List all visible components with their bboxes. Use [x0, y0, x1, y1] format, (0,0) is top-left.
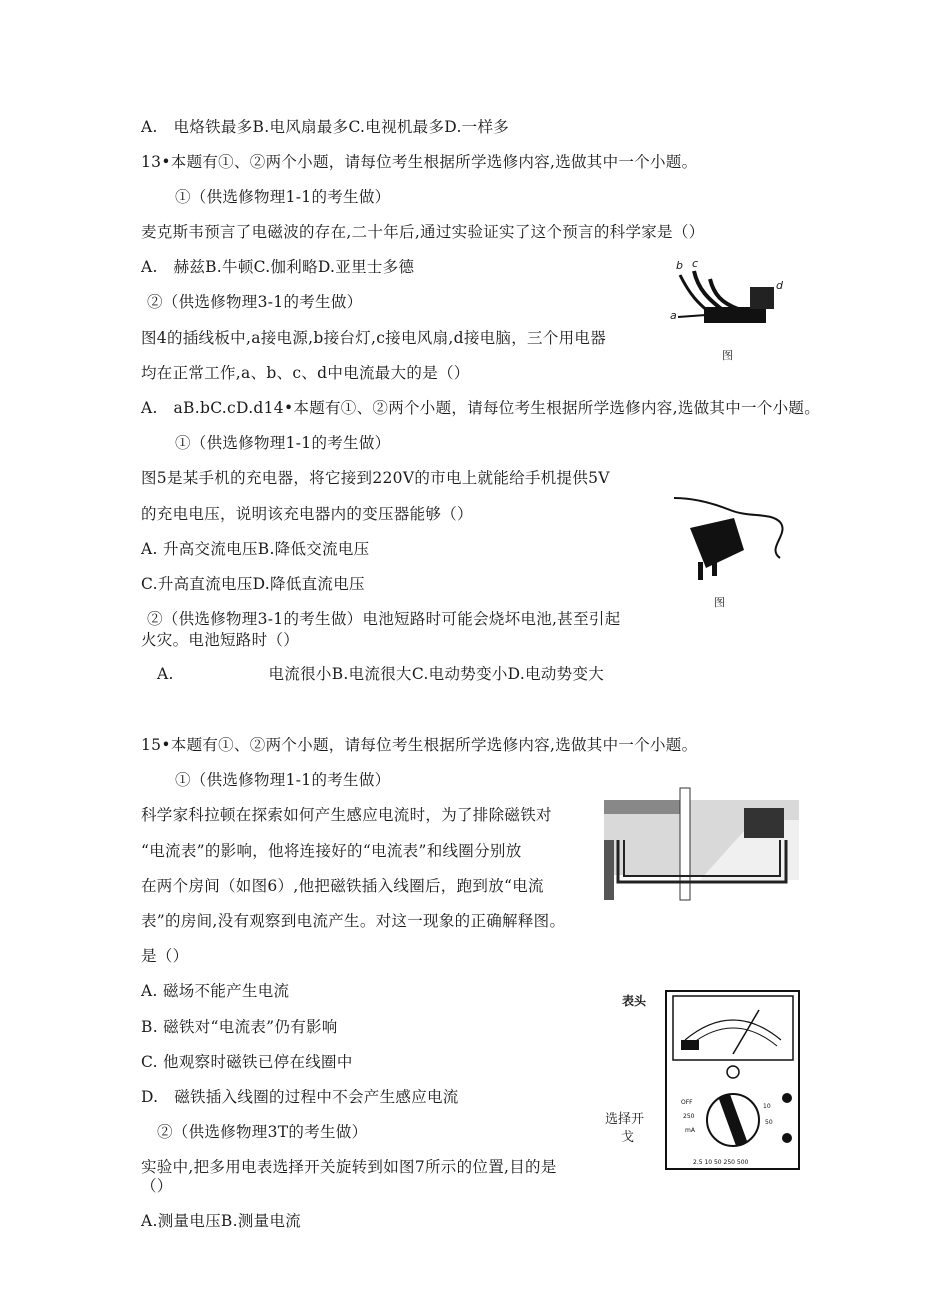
text-line: 的充电电压，说明该充电器内的变压器能够（） [141, 505, 473, 523]
fig7-header-label: 表头 [622, 994, 647, 1008]
option-heading: ①（供选修物理1-1的考生做） [175, 771, 391, 789]
text-line: 火灾。电池短路时（） [141, 631, 300, 649]
text-line: 表”的房间,没有观察到电流产生。对这一现象的正确解释图。 [141, 912, 566, 930]
option-heading: ①（供选修物理1-1的考生做） [175, 434, 391, 452]
svg-text:2.5 10 50 250 500: 2.5 10 50 250 500 [693, 1159, 749, 1166]
text-line: B. 磁铁对“电流表”仍有影响 [141, 1018, 338, 1036]
text-line: 科学家科拉顿在探索如何产生感应电流时，为了排除磁铁对 [141, 806, 552, 824]
text-line: 图5是某手机的充电器，将它接到220V的市电上就能给手机提供5V [141, 469, 610, 487]
text-line: “电流表”的影响，他将连接好的“电流表”和线圈分别放 [141, 842, 522, 860]
text-line: C.升高直流电压D.降低直流电压 [141, 575, 365, 593]
text-line: 图4的插线板中,a接电源,b接台灯,c接电风扇,d接电脑，三个用电器 [141, 329, 607, 347]
text-line: D. 磁铁插入线圈的过程中不会产生感应电流 [141, 1088, 459, 1106]
fig4-label-a: a [670, 309, 677, 322]
figure-4-power-strip [668, 255, 798, 335]
text-line: A. 磁场不能产生电流 [141, 982, 290, 1000]
svg-text:OFF: OFF [681, 1099, 693, 1106]
figure-4-caption: 图 [722, 349, 733, 362]
text-line: 是（） [141, 947, 189, 965]
fig4-label-b: b [676, 259, 683, 272]
text-line: 均在正常工作,a、b、c、d中电流最大的是（） [141, 364, 470, 382]
option-heading: ①（供选修物理1-1的考生做） [175, 188, 391, 206]
text-line: A. 赫兹B.牛顿C.伽利略D.亚里士多德 [141, 258, 415, 276]
text-line: A.测量电压B.测量电流 [141, 1212, 302, 1230]
question-15-stem: 15•本题有①、②两个小题，请每位考生根据所学选修内容,选做其中一个小题。 [141, 736, 698, 754]
figure-5-caption: 图 [714, 596, 725, 609]
figure-7-multimeter [663, 988, 803, 1173]
text-line: A. 电流很小B.电流很大C.电动势变小D.电动势变大 [157, 665, 605, 683]
fig7-switch-label: 选择开 [605, 1112, 645, 1127]
text-line: A. 电烙铁最多B.电风扇最多C.电视机最多D.一样多 [141, 118, 510, 136]
svg-text:mA: mA [685, 1127, 695, 1134]
text-line: C. 他观察时磁铁已停在线圈中 [141, 1053, 353, 1071]
figure-6-two-rooms [604, 770, 799, 905]
text-line: A. 升高交流电压B.降低交流电压 [141, 540, 370, 558]
text-line: 实验中,把多用电表选择开关旋转到如图7所示的位置,目的是 [141, 1158, 557, 1176]
question-13-stem: 13•本题有①、②两个小题，请每位考生根据所学选修内容,选做其中一个小题。 [141, 153, 698, 171]
question-14-stem: A. aB.bC.cD.d14•本题有①、②两个小题，请每位考生根据所学选修内容,选做其中一个小题。 [141, 399, 821, 417]
figure-5-charger [670, 488, 800, 588]
option-heading: ②（供选修物理3-1的考生做）电池短路时可能会烧坏电池,甚至引起 [147, 610, 621, 628]
fig4-label-d: d [776, 279, 783, 292]
fig4-label-c: c [692, 257, 699, 270]
option-heading: ②（供选修物理3T的考生做） [157, 1123, 368, 1141]
option-heading: ②（供选修物理3-1的考生做） [147, 293, 363, 311]
svg-text:10: 10 [763, 1103, 771, 1110]
text-line: 在两个房间（如图6）,他把磁铁插入线圈后，跑到放“电流 [141, 877, 544, 895]
text-line: 麦克斯韦预言了电磁波的存在,二十年后,通过实验证实了这个预言的科学家是（） [141, 223, 705, 241]
svg-text:250: 250 [683, 1113, 695, 1120]
svg-text:50: 50 [765, 1119, 773, 1126]
fig7-switch-label-2: 戈 [621, 1130, 635, 1145]
text-line: （） [141, 1177, 173, 1195]
